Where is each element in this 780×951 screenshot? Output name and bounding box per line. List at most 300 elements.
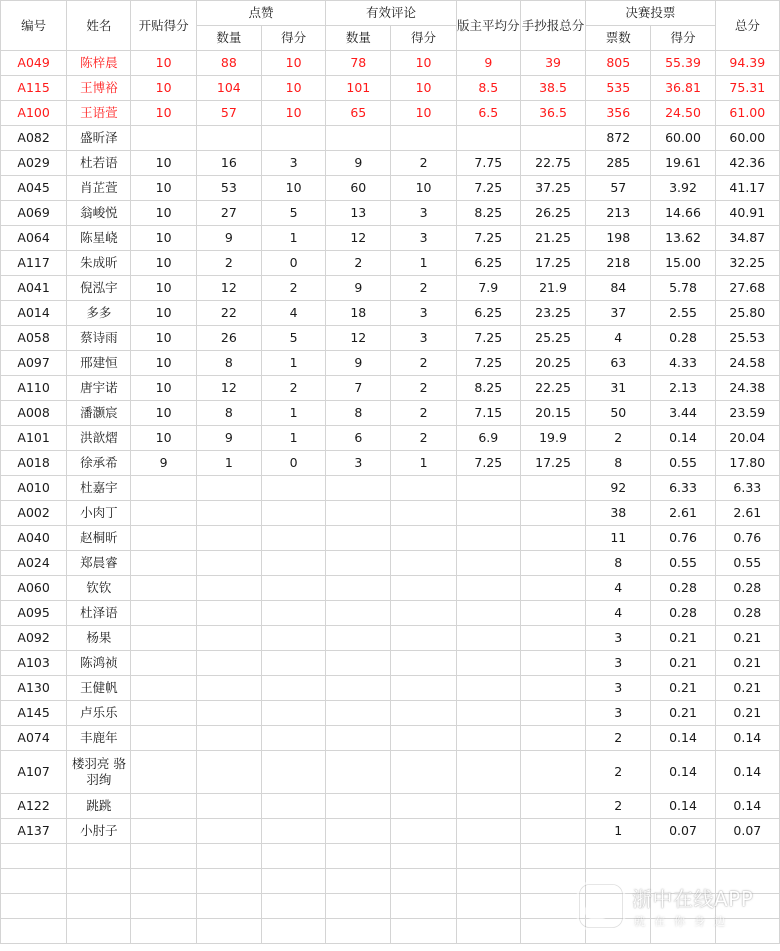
table-row: [1, 751, 780, 794]
cell-votes-score: 0.28: [651, 576, 715, 601]
cell-open-score: [131, 626, 196, 651]
cell-handout-total: 38.5: [520, 76, 585, 101]
cell-host-avg: [456, 476, 520, 501]
cell-votes-score: 0.21: [651, 651, 715, 676]
cell-likes-count: [196, 476, 261, 501]
cell-votes-score: 4.33: [651, 351, 715, 376]
cell-handout-total: [520, 126, 585, 151]
cell-votes-count: 2: [586, 426, 651, 451]
cell-comments-count: 9: [326, 276, 391, 301]
cell-host-avg: 9: [456, 51, 520, 76]
cell-votes-count: 84: [586, 276, 651, 301]
empty-cell: [67, 894, 131, 919]
cell-total: 0.14: [715, 794, 779, 819]
cell-handout-total: [520, 476, 585, 501]
cell-comments-count: [326, 626, 391, 651]
cell-comments-count: [326, 676, 391, 701]
table-row: [1, 176, 780, 201]
cell-comments-score: 3: [391, 301, 456, 326]
cell-total: 0.21: [715, 676, 779, 701]
cell-likes-count: 104: [196, 76, 261, 101]
cell-votes-score: 0.21: [651, 676, 715, 701]
cell-open-score: 10: [131, 176, 196, 201]
cell-likes-score: 1: [261, 426, 325, 451]
cell-handout-total: 37.25: [520, 176, 585, 201]
cell-handout-total: [520, 751, 585, 794]
cell-comments-score: 3: [391, 201, 456, 226]
cell-open-score: 10: [131, 351, 196, 376]
empty-cell: [715, 869, 779, 894]
cell-id: A040: [1, 526, 67, 551]
table-row: [1, 626, 780, 651]
cell-host-avg: 7.25: [456, 351, 520, 376]
empty-cell: [261, 869, 325, 894]
cell-total: 6.33: [715, 476, 779, 501]
cell-votes-count: 1: [586, 819, 651, 844]
cell-host-avg: [456, 501, 520, 526]
cell-id: A074: [1, 726, 67, 751]
cell-votes-count: 31: [586, 376, 651, 401]
cell-likes-count: 26: [196, 326, 261, 351]
empty-cell: [586, 919, 651, 944]
cell-host-avg: 7.9: [456, 276, 520, 301]
cell-id: A010: [1, 476, 67, 501]
cell-total: 24.38: [715, 376, 779, 401]
cell-name: 肖芷萱: [67, 176, 131, 201]
cell-handout-total: 17.25: [520, 451, 585, 476]
cell-comments-count: 6: [326, 426, 391, 451]
empty-cell: [67, 869, 131, 894]
cell-open-score: 10: [131, 326, 196, 351]
header-comments: 有效评论: [326, 1, 456, 26]
empty-cell: [196, 919, 261, 944]
cell-name: 小肘子: [67, 819, 131, 844]
cell-host-avg: [456, 676, 520, 701]
cell-total: 94.39: [715, 51, 779, 76]
cell-likes-score: [261, 701, 325, 726]
cell-likes-count: [196, 819, 261, 844]
cell-votes-score: 14.66: [651, 201, 715, 226]
cell-handout-total: [520, 526, 585, 551]
header-host-avg: 版主平均分: [456, 1, 520, 51]
cell-handout-total: [520, 701, 585, 726]
cell-votes-score: 13.62: [651, 226, 715, 251]
cell-handout-total: [520, 819, 585, 844]
cell-total: 0.21: [715, 651, 779, 676]
cell-host-avg: 7.15: [456, 401, 520, 426]
cell-votes-count: 218: [586, 251, 651, 276]
cell-votes-score: 15.00: [651, 251, 715, 276]
cell-comments-score: [391, 601, 456, 626]
table-row: [1, 819, 780, 844]
empty-cell: [1, 844, 67, 869]
cell-name: 小肉丁: [67, 501, 131, 526]
cell-votes-score: 0.55: [651, 451, 715, 476]
cell-name: 倪泓宇: [67, 276, 131, 301]
header-open-score: 开贴得分: [131, 1, 196, 51]
cell-likes-score: 3: [261, 151, 325, 176]
header-comments-score: 得分: [391, 26, 456, 51]
empty-cell: [67, 844, 131, 869]
cell-likes-count: [196, 501, 261, 526]
cell-comments-score: [391, 476, 456, 501]
cell-votes-score: 5.78: [651, 276, 715, 301]
cell-likes-count: [196, 794, 261, 819]
empty-cell: [131, 919, 196, 944]
cell-votes-score: 0.07: [651, 819, 715, 844]
empty-cell: [196, 869, 261, 894]
cell-id: A101: [1, 426, 67, 451]
cell-likes-score: 2: [261, 276, 325, 301]
cell-votes-count: 2: [586, 794, 651, 819]
cell-total: 61.00: [715, 101, 779, 126]
cell-handout-total: 25.25: [520, 326, 585, 351]
cell-likes-score: [261, 676, 325, 701]
cell-likes-count: 12: [196, 276, 261, 301]
empty-cell: [391, 869, 456, 894]
cell-id: A137: [1, 819, 67, 844]
empty-cell: [326, 919, 391, 944]
cell-total: 32.25: [715, 251, 779, 276]
cell-host-avg: [456, 526, 520, 551]
table-row: [1, 676, 780, 701]
cell-comments-count: 12: [326, 326, 391, 351]
cell-id: A064: [1, 226, 67, 251]
cell-likes-count: [196, 701, 261, 726]
cell-id: A100: [1, 101, 67, 126]
empty-row: [1, 894, 780, 919]
cell-handout-total: 17.25: [520, 251, 585, 276]
cell-handout-total: [520, 626, 585, 651]
cell-id: A014: [1, 301, 67, 326]
cell-handout-total: 26.25: [520, 201, 585, 226]
cell-likes-count: [196, 601, 261, 626]
cell-votes-score: 0.14: [651, 751, 715, 794]
empty-cell: [261, 844, 325, 869]
empty-cell: [1, 894, 67, 919]
cell-host-avg: 7.25: [456, 176, 520, 201]
cell-handout-total: [520, 501, 585, 526]
header-final-vote: 决赛投票: [586, 1, 715, 26]
cell-votes-count: 356: [586, 101, 651, 126]
cell-likes-score: 10: [261, 76, 325, 101]
cell-handout-total: 21.9: [520, 276, 585, 301]
cell-likes-count: [196, 576, 261, 601]
cell-handout-total: [520, 794, 585, 819]
cell-host-avg: [456, 626, 520, 651]
cell-host-avg: 6.9: [456, 426, 520, 451]
cell-name: 陈星峣: [67, 226, 131, 251]
table-row: [1, 126, 780, 151]
cell-total: 20.04: [715, 426, 779, 451]
cell-id: A095: [1, 601, 67, 626]
cell-open-score: 10: [131, 251, 196, 276]
cell-open-score: [131, 601, 196, 626]
cell-id: A110: [1, 376, 67, 401]
cell-name: 王健帆: [67, 676, 131, 701]
cell-likes-score: [261, 651, 325, 676]
cell-votes-count: 535: [586, 76, 651, 101]
empty-cell: [586, 869, 651, 894]
cell-name: 徐承希: [67, 451, 131, 476]
cell-comments-score: 2: [391, 401, 456, 426]
table-row: [1, 451, 780, 476]
cell-handout-total: 39: [520, 51, 585, 76]
cell-votes-count: 4: [586, 326, 651, 351]
cell-total: 27.68: [715, 276, 779, 301]
cell-likes-count: [196, 726, 261, 751]
cell-likes-count: 8: [196, 351, 261, 376]
empty-cell: [586, 894, 651, 919]
cell-likes-count: [196, 526, 261, 551]
cell-open-score: 10: [131, 301, 196, 326]
cell-name: 蔡诗雨: [67, 326, 131, 351]
table-row: [1, 601, 780, 626]
cell-votes-count: 8: [586, 451, 651, 476]
header-total: 总分: [715, 1, 779, 51]
cell-open-score: [131, 701, 196, 726]
cell-open-score: [131, 476, 196, 501]
cell-votes-score: 60.00: [651, 126, 715, 151]
cell-host-avg: 6.25: [456, 301, 520, 326]
cell-votes-score: 0.21: [651, 626, 715, 651]
cell-votes-count: 92: [586, 476, 651, 501]
cell-total: 17.80: [715, 451, 779, 476]
cell-comments-score: [391, 501, 456, 526]
cell-votes-count: 872: [586, 126, 651, 151]
cell-host-avg: [456, 726, 520, 751]
cell-likes-count: [196, 626, 261, 651]
empty-cell: [1, 919, 67, 944]
cell-name: 杜泽语: [67, 601, 131, 626]
cell-votes-count: 2: [586, 751, 651, 794]
empty-row: [1, 844, 780, 869]
cell-likes-count: 12: [196, 376, 261, 401]
cell-likes-score: [261, 526, 325, 551]
cell-host-avg: [456, 601, 520, 626]
cell-comments-score: [391, 819, 456, 844]
cell-total: 42.36: [715, 151, 779, 176]
cell-comments-count: [326, 551, 391, 576]
cell-id: A041: [1, 276, 67, 301]
cell-votes-score: 19.61: [651, 151, 715, 176]
table-row: [1, 501, 780, 526]
header-likes-score: 得分: [261, 26, 325, 51]
cell-handout-total: [520, 551, 585, 576]
cell-id: A103: [1, 651, 67, 676]
cell-handout-total: 22.75: [520, 151, 585, 176]
cell-likes-count: [196, 651, 261, 676]
empty-cell: [131, 844, 196, 869]
cell-id: A045: [1, 176, 67, 201]
cell-comments-count: [326, 476, 391, 501]
cell-comments-score: [391, 794, 456, 819]
cell-likes-score: 2: [261, 376, 325, 401]
cell-name: 邢建恒: [67, 351, 131, 376]
cell-open-score: [131, 126, 196, 151]
table-row: [1, 401, 780, 426]
header-votes-score: 得分: [651, 26, 715, 51]
empty-cell: [131, 869, 196, 894]
cell-open-score: [131, 819, 196, 844]
cell-votes-score: 0.28: [651, 601, 715, 626]
cell-likes-score: [261, 726, 325, 751]
cell-comments-count: [326, 601, 391, 626]
cell-comments-score: 10: [391, 51, 456, 76]
cell-total: 0.55: [715, 551, 779, 576]
table-row: [1, 151, 780, 176]
cell-comments-count: 65: [326, 101, 391, 126]
cell-comments-count: [326, 794, 391, 819]
cell-total: 23.59: [715, 401, 779, 426]
empty-cell: [456, 844, 520, 869]
table-row: [1, 201, 780, 226]
cell-votes-count: 8: [586, 551, 651, 576]
cell-comments-score: [391, 651, 456, 676]
cell-comments-count: [326, 819, 391, 844]
cell-comments-score: 2: [391, 351, 456, 376]
cell-host-avg: 8.25: [456, 376, 520, 401]
cell-name: 郑晨睿: [67, 551, 131, 576]
table-row: [1, 76, 780, 101]
empty-cell: [715, 844, 779, 869]
cell-open-score: 10: [131, 51, 196, 76]
cell-comments-score: 2: [391, 151, 456, 176]
cell-likes-score: 4: [261, 301, 325, 326]
cell-handout-total: 20.15: [520, 401, 585, 426]
cell-name: 钦钦: [67, 576, 131, 601]
empty-cell: [391, 844, 456, 869]
cell-votes-score: 3.92: [651, 176, 715, 201]
cell-total: 25.53: [715, 326, 779, 351]
cell-likes-score: 0: [261, 451, 325, 476]
cell-name: 王博裕: [67, 76, 131, 101]
cell-votes-score: 0.14: [651, 794, 715, 819]
cell-total: 0.21: [715, 701, 779, 726]
cell-comments-score: 1: [391, 451, 456, 476]
header-name: 姓名: [67, 1, 131, 51]
cell-open-score: [131, 676, 196, 701]
empty-cell: [196, 844, 261, 869]
cell-votes-count: 3: [586, 676, 651, 701]
cell-open-score: 10: [131, 151, 196, 176]
table-row: [1, 794, 780, 819]
cell-open-score: [131, 726, 196, 751]
table-row: [1, 426, 780, 451]
empty-cell: [261, 894, 325, 919]
cell-likes-score: 10: [261, 176, 325, 201]
cell-handout-total: [520, 601, 585, 626]
cell-total: 25.80: [715, 301, 779, 326]
cell-open-score: 10: [131, 226, 196, 251]
cell-id: A018: [1, 451, 67, 476]
cell-likes-score: 5: [261, 326, 325, 351]
cell-total: 0.07: [715, 819, 779, 844]
empty-cell: [326, 894, 391, 919]
empty-cell: [391, 919, 456, 944]
cell-comments-score: [391, 626, 456, 651]
table-row: [1, 476, 780, 501]
cell-name: 陈梓晨: [67, 51, 131, 76]
empty-cell: [326, 869, 391, 894]
cell-total: 0.28: [715, 601, 779, 626]
cell-open-score: 10: [131, 276, 196, 301]
cell-likes-score: [261, 751, 325, 794]
header-likes-count: 数量: [196, 26, 261, 51]
cell-likes-count: 9: [196, 426, 261, 451]
cell-id: A002: [1, 501, 67, 526]
cell-id: A029: [1, 151, 67, 176]
cell-likes-score: 1: [261, 401, 325, 426]
table-row: [1, 376, 780, 401]
empty-cell: [651, 919, 715, 944]
cell-votes-score: 2.61: [651, 501, 715, 526]
cell-comments-count: 3: [326, 451, 391, 476]
empty-cell: [715, 919, 779, 944]
empty-cell: [586, 844, 651, 869]
cell-name: 多多: [67, 301, 131, 326]
empty-cell: [131, 894, 196, 919]
cell-votes-score: 55.39: [651, 51, 715, 76]
cell-name: 跳跳: [67, 794, 131, 819]
cell-comments-count: 9: [326, 351, 391, 376]
cell-likes-score: [261, 476, 325, 501]
cell-name: 王语萱: [67, 101, 131, 126]
cell-comments-count: 8: [326, 401, 391, 426]
cell-likes-score: 0: [261, 251, 325, 276]
watermark-title: 浙中在线APP: [632, 887, 754, 911]
cell-total: 0.76: [715, 526, 779, 551]
cell-likes-count: 2: [196, 251, 261, 276]
table-row: [1, 726, 780, 751]
table-row: [1, 51, 780, 76]
cell-likes-score: [261, 819, 325, 844]
cell-host-avg: 6.5: [456, 101, 520, 126]
cell-open-score: 9: [131, 451, 196, 476]
logo-text: zjzx: [589, 902, 613, 915]
cell-votes-count: 285: [586, 151, 651, 176]
cell-open-score: [131, 526, 196, 551]
cell-id: A024: [1, 551, 67, 576]
cell-likes-count: 16: [196, 151, 261, 176]
cell-total: 24.58: [715, 351, 779, 376]
cell-total: 0.28: [715, 576, 779, 601]
cell-votes-count: 63: [586, 351, 651, 376]
cell-votes-count: 3: [586, 651, 651, 676]
cell-open-score: [131, 651, 196, 676]
cell-votes-count: 4: [586, 576, 651, 601]
empty-row: [1, 919, 780, 944]
cell-comments-score: [391, 551, 456, 576]
cell-total: 0.14: [715, 751, 779, 794]
cell-handout-total: 19.9: [520, 426, 585, 451]
empty-cell: [391, 894, 456, 919]
cell-comments-count: 9: [326, 151, 391, 176]
cell-comments-score: 2: [391, 426, 456, 451]
cell-comments-count: [326, 576, 391, 601]
cell-votes-count: 213: [586, 201, 651, 226]
empty-cell: [651, 894, 715, 919]
cell-total: 2.61: [715, 501, 779, 526]
cell-votes-count: 11: [586, 526, 651, 551]
empty-cell: [520, 919, 585, 944]
cell-comments-count: [326, 126, 391, 151]
cell-comments-score: 10: [391, 176, 456, 201]
cell-handout-total: 36.5: [520, 101, 585, 126]
cell-handout-total: 21.25: [520, 226, 585, 251]
cell-host-avg: [456, 576, 520, 601]
cell-votes-score: 6.33: [651, 476, 715, 501]
